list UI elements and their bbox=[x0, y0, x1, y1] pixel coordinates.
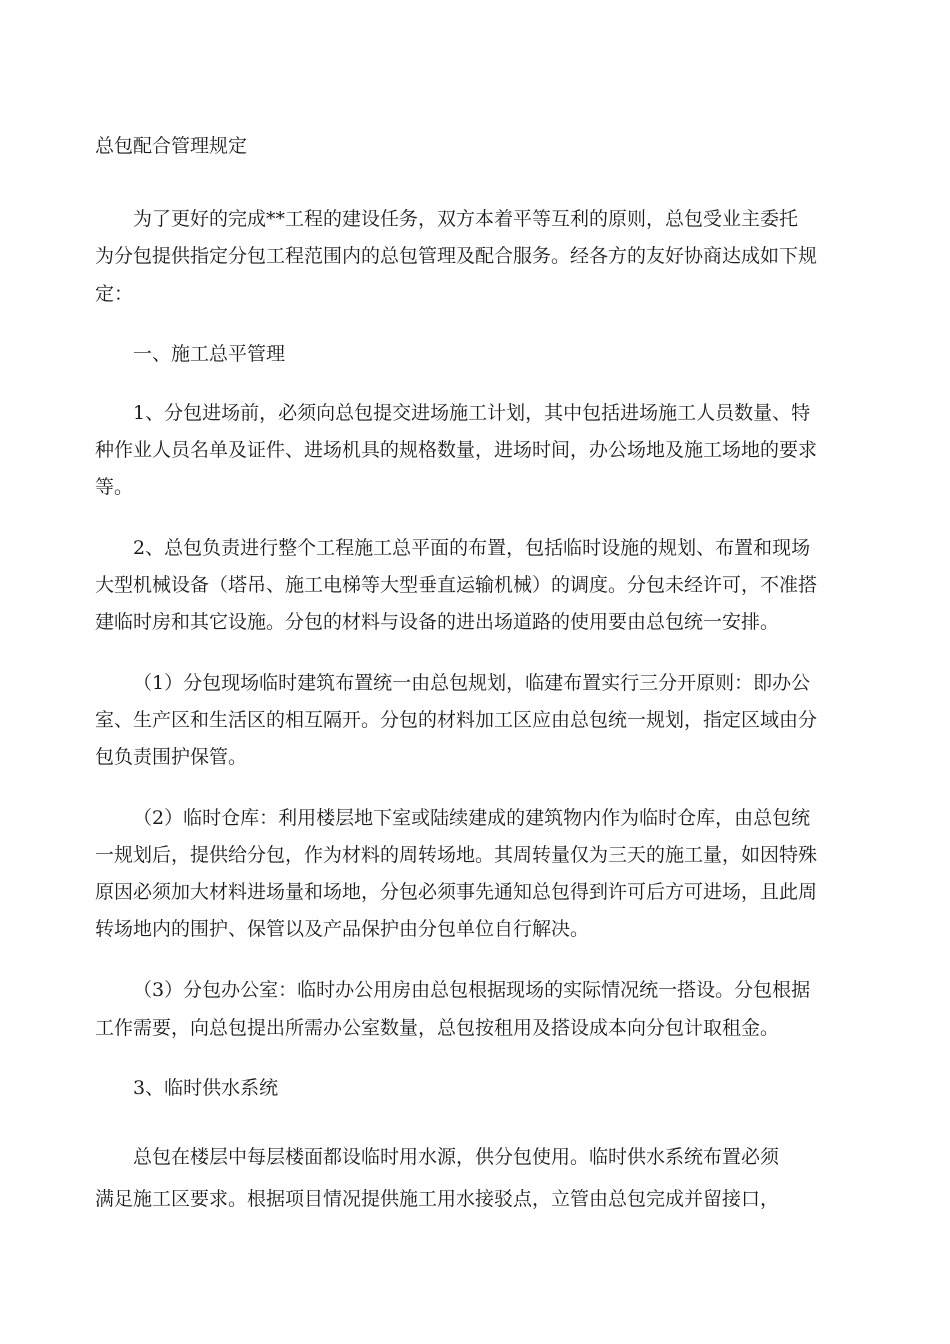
paragraph-line: 大型机械设备（塔吊、施工电梯等大型垂直运输机械）的调度。分包未经许可，不准搭 bbox=[95, 574, 818, 596]
paragraph-line: （3）分包办公室：临时办公用房由总包根据现场的实际情况统一搭设。分包根据 bbox=[133, 979, 811, 1001]
paragraph-line: 原因必须加大材料进场量和场地，分包必须事先通知总包得到许可后方可进场，且此周 bbox=[95, 881, 818, 903]
paragraph-line: （1）分包现场临时建筑布置统一由总包规划，临建布置实行三分开原则：即办公 bbox=[133, 672, 811, 694]
paragraph-line: 一规划后，提供给分包，作为材料的周转场地。其周转量仅为三天的施工量，如因特殊 bbox=[95, 844, 818, 866]
paragraph-line: 建临时房和其它设施。分包的材料与设备的进出场道路的使用要由总包统一安排。 bbox=[95, 611, 780, 633]
paragraph-line: 等。 bbox=[95, 476, 134, 498]
paragraph-line: 2、总包负责进行整个工程施工总平面的布置，包括临时设施的规划、布置和现场 bbox=[133, 537, 811, 559]
paragraph-line: 转场地内的围护、保管以及产品保护由分包单位自行解决。 bbox=[95, 918, 590, 940]
document-title: 总包配合管理规定 bbox=[95, 135, 248, 157]
paragraph-line: 总包在楼层中每层楼面都设临时用水源，供分包使用。临时供水系统布置必须 bbox=[133, 1146, 780, 1168]
paragraph-line: 室、生产区和生活区的相互隔开。分包的材料加工区应由总包统一规划，指定区域由分 bbox=[95, 709, 818, 731]
paragraph-line: （2）临时仓库：利用楼层地下室或陆续建成的建筑物内作为临时仓库，由总包统 bbox=[133, 807, 811, 829]
paragraph-line: 包负责围护保管。 bbox=[95, 746, 248, 768]
paragraph-intro-line: 定： bbox=[95, 283, 134, 305]
section-heading: 一、施工总平管理 bbox=[133, 343, 286, 365]
paragraph-line: 工作需要，向总包提出所需办公室数量，总包按租用及搭设成本向分包计取租金。 bbox=[95, 1017, 780, 1039]
paragraph-line: 1、分包进场前，必须向总包提交进场施工计划，其中包括进场施工人员数量、特 bbox=[133, 402, 811, 424]
paragraph-line: 种作业人员名单及证件、进场机具的规格数量，进场时间，办公场地及施工场地的要求 bbox=[95, 439, 818, 461]
paragraph-intro-line: 为了更好的完成**工程的建设任务，双方本着平等互利的原则，总包受业主委托 bbox=[133, 208, 799, 230]
paragraph-line: 满足施工区要求。根据项目情况提供施工用水接驳点，立管由总包完成并留接口， bbox=[95, 1188, 780, 1210]
paragraph-intro-line: 为分包提供指定分包工程范围内的总包管理及配合服务。经各方的友好协商达成如下规 bbox=[95, 245, 818, 267]
section-heading: 3、临时供水系统 bbox=[133, 1077, 279, 1099]
